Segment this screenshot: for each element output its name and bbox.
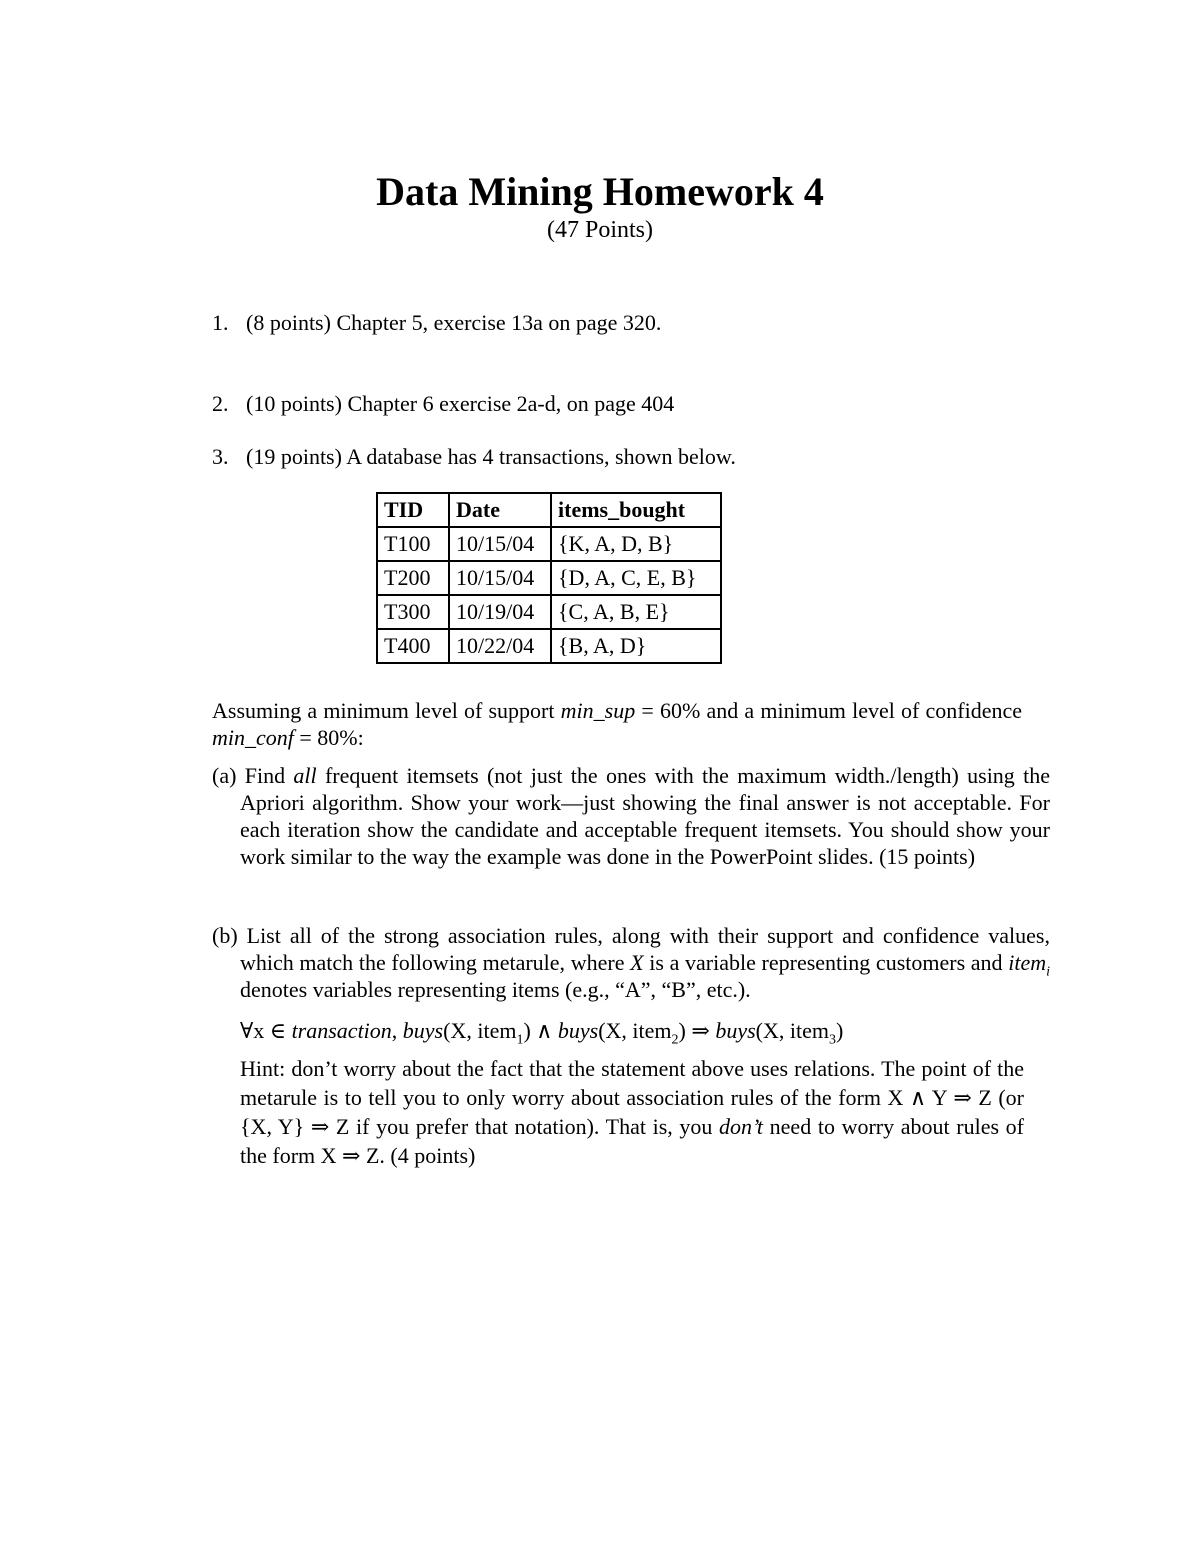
cell-items: {C, A, B, E}: [551, 595, 721, 629]
question-3-text: (19 points) A database has 4 transactions, shown below.: [246, 444, 736, 469]
forall-symbol: ∀x ∈: [240, 1018, 292, 1043]
metarule-comma: ,: [391, 1018, 403, 1043]
buys-predicate-3: buys: [715, 1018, 756, 1043]
table-header-row: [377, 493, 721, 527]
cell-date: 10/19/04: [449, 595, 551, 629]
part-a-paragraph: [212, 762, 1050, 870]
question-3: [212, 443, 736, 471]
cell-tid: T100: [377, 527, 449, 561]
hint-suffix: need to worry about rules of the form X ⇒ Z. (4 points): [240, 1114, 1024, 1168]
hint-paragraph: [240, 1054, 1024, 1170]
part-a-emphasis: all: [293, 763, 317, 788]
header-items: items_bought: [551, 493, 721, 527]
page-subtitle: (47 Points): [546, 217, 653, 243]
part-b-suffix: denotes variables representing items (e.g., “A”, “B”, etc.).: [240, 977, 751, 1002]
part-a-prefix: (a) Find: [212, 763, 294, 788]
cell-date: 10/22/04: [449, 629, 551, 663]
table-row: [377, 561, 721, 595]
table-row: [377, 527, 721, 561]
question-1: [212, 309, 661, 337]
metarule-sub-1: 1: [516, 1032, 524, 1048]
metarule-close: ): [835, 1018, 844, 1043]
metarule-arg-2: (X, item: [598, 1018, 672, 1043]
page-title: Data Mining Homework 4: [376, 169, 824, 214]
metarule-arg-3: (X, item: [755, 1018, 829, 1043]
metarule-and: ) ∧: [523, 1018, 558, 1043]
part-b-item-label: item: [1008, 950, 1047, 975]
assumption-suffix: = 80%:: [293, 725, 364, 750]
part-b-var-x: X: [630, 950, 644, 975]
question-3-number: 3.: [212, 444, 229, 469]
question-2-text: (10 points) Chapter 6 exercise 2a-d, on page 404: [246, 391, 675, 416]
cell-items: {B, A, D}: [551, 629, 721, 663]
metarule-formula: [240, 1016, 1024, 1048]
part-b-mid: is a variable representing customers and: [643, 950, 1009, 975]
min-sup-label: min_sup: [560, 698, 636, 723]
cell-tid: T200: [377, 561, 449, 595]
transaction-word: transaction: [291, 1018, 392, 1043]
hint-emphasis: don’t: [719, 1114, 764, 1139]
question-1-text: (8 points) Chapter 5, exercise 13a on page 320.: [246, 310, 662, 335]
table-row: [377, 595, 721, 629]
cell-date: 10/15/04: [449, 561, 551, 595]
buys-predicate-1: buys: [402, 1018, 444, 1043]
question-1-number: 1.: [212, 310, 229, 335]
metarule-arg-1: (X, item: [443, 1018, 517, 1043]
assumption-prefix: Assuming a minimum level of support: [212, 698, 561, 723]
assumption-paragraph: [212, 697, 1022, 751]
part-b-item-subscript: i: [1046, 964, 1051, 980]
buys-predicate-2: buys: [557, 1018, 599, 1043]
metarule-sub-3: 3: [828, 1032, 836, 1048]
cell-date: 10/15/04: [449, 527, 551, 561]
question-2-number: 2.: [212, 391, 229, 416]
cell-items: {K, A, D, B}: [551, 527, 721, 561]
cell-tid: T400: [377, 629, 449, 663]
min-conf-label: min_conf: [212, 725, 294, 750]
table-row: [377, 629, 721, 663]
part-b-paragraph: [212, 922, 1050, 1003]
part-a-text: frequent itemsets (not just the ones with the maximum width./length) using the Apriori algorithm. Show your work—just showing the final answer is not acceptable. For each iteration show the candidate and acceptable frequent itemsets. You should show your work similar to the way the example was done in the PowerPoint slides. (15 points): [240, 763, 1050, 869]
assumption-mid: = 60% and a minimum level of confidence: [635, 698, 1022, 723]
header-date: Date: [449, 493, 551, 527]
cell-tid: T300: [377, 595, 449, 629]
transactions-table: [376, 492, 722, 664]
cell-items: {D, A, C, E, B}: [551, 561, 721, 595]
hint-prefix: Hint: don’t worry about the fact that the statement above uses relations. The point of the metarule is to tell you to only worry about association rules of the form X ∧ Y ⇒ Z (or {X, Y} ⇒ Z if you prefer that notation). That is, you: [240, 1056, 1024, 1139]
question-2: [212, 390, 674, 418]
part-b-prefix: (b) List all of the strong association rules, along with their support and confidence values, which match the following metarule, where: [212, 923, 1050, 975]
metarule-sub-2: 2: [671, 1032, 679, 1048]
header-tid: TID: [377, 493, 449, 527]
metarule-implies: ) ⇒: [678, 1018, 716, 1043]
